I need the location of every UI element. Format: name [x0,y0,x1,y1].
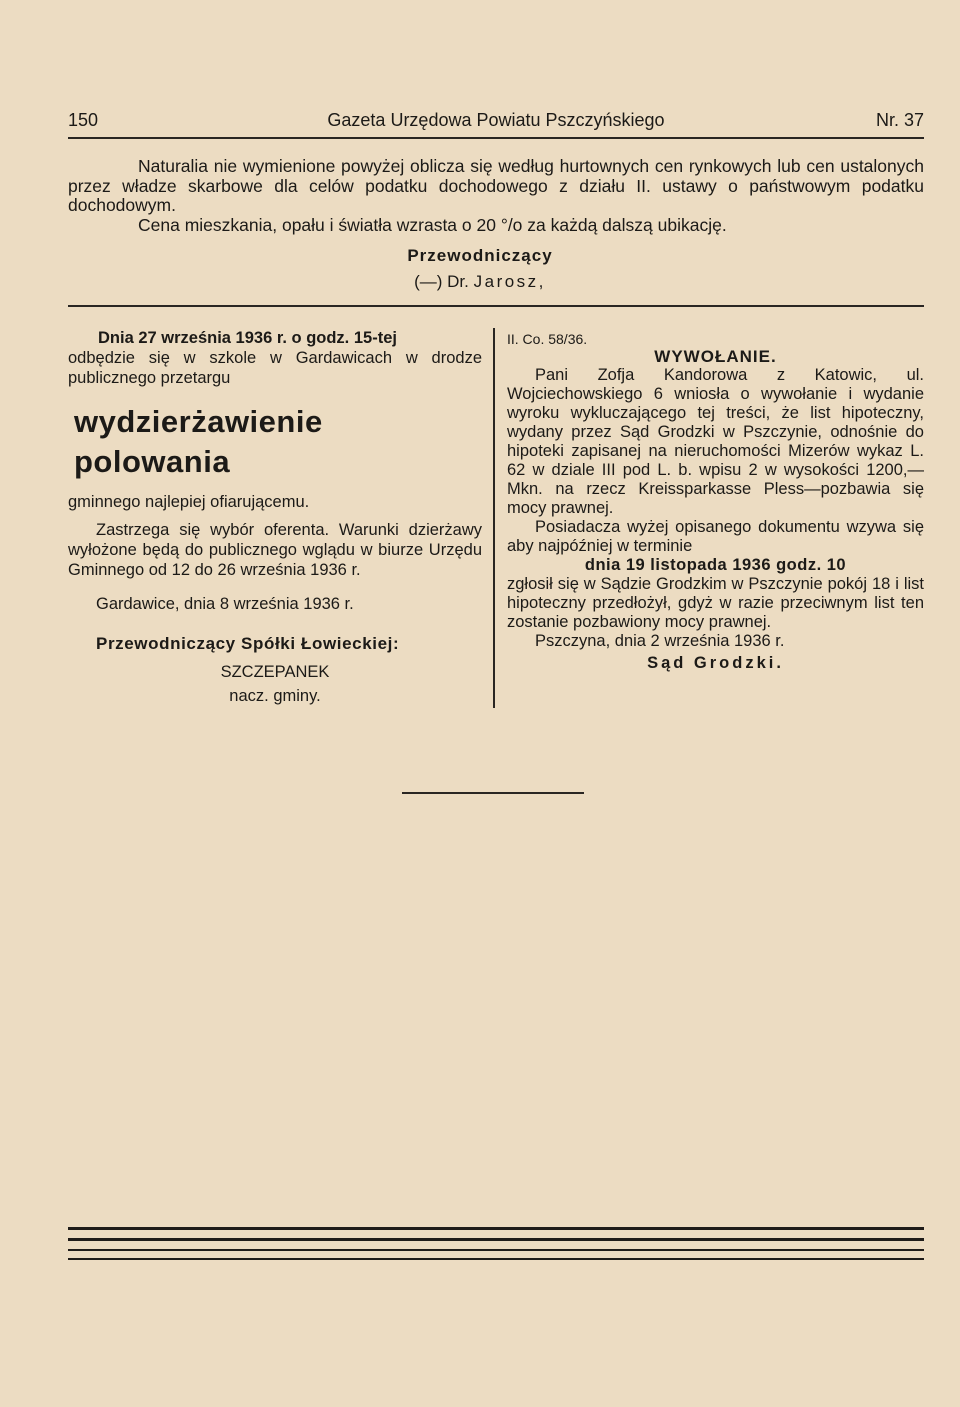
notice-place-date: Gardawice, dnia 8 września 1936 r. [96,595,354,613]
notice-heading: WYWOŁANIE. [654,347,777,366]
notice-headline: wydzierżawienie polowania [74,404,323,479]
intro-paragraph-1: Naturalia nie wymienione powyżej oblicza się według hurtownych cen rynkowych lub cen ustalonych przez władze skarbowe dla celów podatku dochodowego z działu II. ustawy o państwowym podatku dochodowym. [68,156,924,215]
header-divider [68,137,924,139]
notice-place-date-right: Pszczyna, dnia 2 września 1936 r. [535,632,785,650]
page-number: 150 [68,110,99,130]
right-column-notice [507,330,924,673]
footer-rule-1 [68,1227,924,1230]
notice-deadline: dnia 19 listopada 1936 godz. 10 [584,556,847,574]
end-rule [402,792,584,794]
intro-chair-signature [0,272,960,292]
notice-text-2: gminnego najlepiej ofiarującemu. [68,493,310,511]
intro-chair-name: Jarosz, [473,272,546,291]
intro-chair-prefix: (—) Dr. [414,272,469,291]
notice-chair: Przewodniczący Spółki Łowieckiej: [96,634,400,653]
footer-rule-3 [68,1249,924,1251]
column-divider [493,328,495,708]
intro-paragraph-2: Cena mieszkania, opału i światła wzrasta o 20 °/o za każdą dalszą ubikację. [138,214,727,235]
section-divider [68,305,924,307]
notice-text-3: Zastrzega się wybór oferenta. Warunki dzierżawy wyłożone będą do publicznego wglądu w biurze Urzędu Gminnego od 12 do 26 września 1936 r. [68,521,482,579]
intro-chair-title: Przewodniczący [407,246,553,265]
notice-body-1: Pani Zofja Kandorowa z Katowic, ul. Wojciechowskiego 6 wniosła o wywołanie i wydanie wyroku wykluczającego tej treści, że list hipoteczny, wydany przez Sąd Grodzki w Pszczynie, odnośnie do hipoteki zapisanej na nieruchomości Mizerów wykaz L. 62 w dziale III pod L. b. wpisu 2 w wysokości 1200,— Mkn. na rzecz Kreissparkasse Pless—pozbawia się mocy prawnej. [507,366,924,517]
notice-lead: Dnia 27 września 1936 r. o godz. 15-tej [98,329,397,347]
issue-number: Nr. 37 [875,110,924,130]
court-signature: Sąd Grodzki. [647,654,784,672]
intro-block [68,157,924,235]
left-column-notice [68,328,482,706]
publication-title: Gazeta Urzędowa Powiatu Pszczyńskiego [327,110,665,130]
case-reference: II. Co. 58/36. [507,331,588,347]
notice-text-1: odbędzie się w szkole w Gardawicach w drodze publicznego przetargu [68,349,482,387]
notice-signer-role: nacz. gminy. [229,687,321,705]
notice-signer: SZCZEPANEK [220,663,330,681]
footer-rule-2 [68,1238,924,1241]
notice-body-3: zgłosił się w Sądzie Grodzkim w Pszczynie pokój 18 i list hipoteczny przedłożył, gdyż w razie przeciwnym list ten zostanie pozbawiony mocy prawnej. [507,575,924,631]
notice-body-2: Posiadacza wyżej opisanego dokumentu wzywa się aby najpóźniej w terminie [507,518,924,555]
page-header [68,110,924,136]
footer-rule-4 [68,1258,924,1260]
